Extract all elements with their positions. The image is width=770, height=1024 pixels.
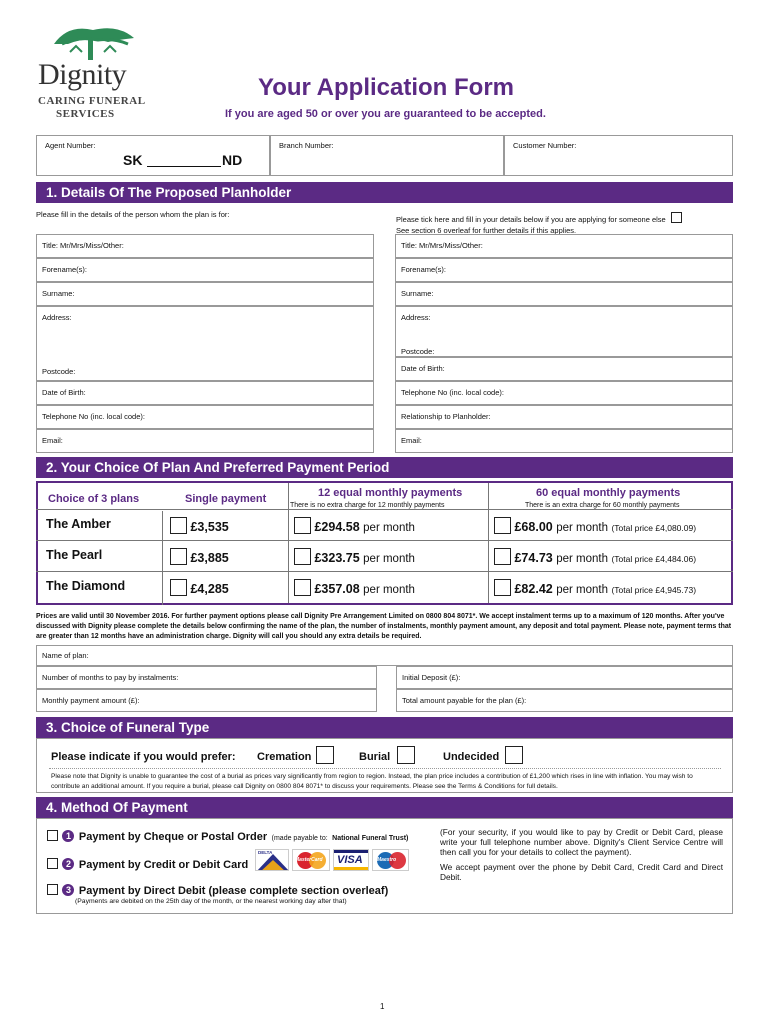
planholder-email-field[interactable]: Email: (36, 429, 374, 453)
diamond-single-checkbox[interactable] (170, 579, 187, 596)
payment-option-cheque: 1 Payment by Cheque or Postal Order (made payable to: National Funeral Trust) (47, 827, 408, 845)
applicant-forename-field[interactable]: Forename(s): (395, 258, 733, 282)
deposit-field[interactable]: Initial Deposit (£): (396, 666, 733, 689)
direct-debit-note: (Payments are debited on the 25th day of the month, or the nearest working day after that) (75, 898, 347, 905)
card-logos (255, 849, 409, 871)
funeral-prompt: Please indicate if you would prefer: (51, 751, 236, 763)
direct-debit-checkbox[interactable] (47, 884, 58, 895)
option-number-1: 1 (62, 830, 74, 842)
option-number-3: 3 (62, 884, 74, 896)
funeral-type-box (36, 738, 733, 793)
pearl-60-price: £74.73 (514, 551, 553, 565)
payment-option-card (47, 855, 248, 873)
page-title: Your Application Form (258, 74, 514, 101)
card-label: Payment by Credit or Debit Card (78, 859, 249, 871)
col-single-header: Single payment (185, 493, 267, 505)
agent-number-label: Agent Number: (45, 141, 96, 150)
branch-number-label: Branch Number: (279, 141, 334, 150)
plan-name: The Amber (46, 517, 111, 531)
planholder-surname-field[interactable]: Surname: (36, 282, 374, 306)
col-60-header: 60 equal monthly payments (536, 487, 681, 499)
pearl-single-checkbox[interactable] (170, 548, 187, 565)
diamond-12-price: £357.08 (314, 582, 360, 596)
delta-card-icon: DELTA (255, 849, 289, 871)
applicant-title-field[interactable]: Title: Mr/Mrs/Miss/Other: (395, 234, 733, 258)
page-subtitle: If you are aged 50 or over you are guaranteed to be accepted. (225, 108, 546, 120)
section-3-header: 3. Choice of Funeral Type (36, 717, 733, 738)
maestro-card-icon: Maestro (372, 849, 409, 871)
planholder-title-field[interactable]: Title: Mr/Mrs/Miss/Other: (36, 234, 374, 258)
agent-number-field[interactable] (36, 135, 270, 176)
accepted-payments-note: We accept payment over the phone by Debit Card, Credit Card and Direct Debit. (440, 862, 723, 882)
customer-number-field[interactable] (504, 135, 733, 176)
total-payable-field[interactable]: Total amount payable for the plan (£): (396, 689, 733, 712)
agent-underline (147, 166, 221, 167)
someone-else-checkbox[interactable] (671, 212, 682, 223)
cheque-label: Payment by Cheque or Postal Order (78, 831, 268, 843)
amber-60-total: (Total price £4,080.09) (611, 523, 697, 533)
logo-tagline-1: CARING FUNERAL (38, 95, 146, 107)
amber-12-price: £294.58 (314, 520, 360, 534)
name-of-plan-field[interactable]: Name of plan: (36, 645, 733, 666)
planholder-dob-field[interactable]: Date of Birth: (36, 381, 374, 405)
section-1-right-intro: Please tick here and fill in your details below if you are applying for someone else See section 6 overleaf for further details if this applies. (396, 212, 736, 236)
planholder-address-field[interactable]: Address: Postcode: (36, 306, 374, 381)
logo (36, 22, 156, 122)
applicant-email-field[interactable]: Email: (395, 429, 733, 453)
section-1-left-intro: Please fill in the details of the person whom the plan is for: (36, 210, 230, 219)
tree-logo-icon (48, 22, 138, 62)
burial-label: Burial (359, 751, 391, 763)
pearl-60-total: (Total price £4,484.06) (611, 554, 697, 564)
pearl-12-price: £323.75 (314, 551, 360, 565)
amber-single-price: £3,535 (190, 520, 229, 534)
cremation-checkbox[interactable] (316, 746, 334, 764)
plan-row-pearl: The Pearl £3,885 £323.75 per month £74.73 per month (Total price £4,484.06) (36, 540, 733, 571)
branch-number-field[interactable] (270, 135, 504, 176)
mastercard-icon: MasterCard (292, 849, 330, 871)
planholder-postcode-label: Postcode: (42, 367, 76, 376)
funeral-note: Please note that Dignity is unable to guarantee the cost of a burial as prices vary significantly from region to region. Instead, the plan price includes a contribution of £1,200 which rises in line with inflation. You may wish to contribute an additional amount. If you require a burial, please call Dignity on 0800 804 8071* to discuss your requirements. Please see the Terms & Conditions for full details. (51, 773, 693, 790)
page-number: 1 (380, 1002, 385, 1011)
agent-prefix: SK (123, 152, 143, 168)
diamond-single-price: £4,285 (190, 582, 229, 596)
cremation-label: Cremation (257, 751, 312, 763)
section-1-header: 1. Details Of The Proposed Planholder (36, 182, 733, 203)
applicant-phone-field[interactable]: Telephone No (inc. local code): (395, 381, 733, 405)
amber-60-price: £68.00 (514, 520, 553, 534)
logo-tagline-2: SERVICES (56, 108, 115, 120)
months-field[interactable]: Number of months to pay by instalments: (36, 666, 377, 689)
plan-name: The Diamond (46, 579, 126, 593)
col-60-subheader: There is an extra charge for 60 monthly payments (525, 502, 680, 509)
section-2-note: Prices are valid until 30 November 2016. For further payment options please call Dignity Pre Arrangement Limited on 0800 804 8071*. We accept instalment terms up to a maximum of 120 months. After you've discussed with Dignity please complete the details below confirming the name of the plan, the number of instalments, monthly payment amount, any deposit and total payment. Please note, payment terms that are greater than 12 months have an administration charge. Dignity will call you should any extra details be required. (36, 613, 732, 640)
planholder-phone-field[interactable]: Telephone No (inc. local code): (36, 405, 374, 429)
col-12-header: 12 equal monthly payments (318, 487, 463, 499)
payment-method-box (36, 818, 733, 914)
undecided-label: Undecided (443, 751, 500, 763)
visa-card-icon: VISA (333, 849, 369, 871)
monthly-amount-field[interactable]: Monthly payment amount (£): (36, 689, 377, 712)
amber-12-checkbox[interactable] (294, 517, 311, 534)
funeral-divider (49, 768, 721, 769)
pearl-12-checkbox[interactable] (294, 548, 311, 565)
planholder-forename-field[interactable]: Forename(s): (36, 258, 374, 282)
diamond-60-price: £82.42 (514, 582, 553, 596)
section-2-header: 2. Your Choice Of Plan And Preferred Payment Period (36, 457, 733, 478)
plan-name: The Pearl (46, 548, 103, 562)
plan-row-diamond: The Diamond £4,285 £357.08 per month £82.42 per month (Total price £4,945.73) (36, 571, 733, 602)
undecided-checkbox[interactable] (505, 746, 523, 764)
diamond-60-checkbox[interactable] (494, 579, 511, 596)
amber-single-checkbox[interactable] (170, 517, 187, 534)
diamond-12-checkbox[interactable] (294, 579, 311, 596)
applicant-address-field[interactable]: Address: Postcode: (395, 306, 733, 357)
card-security-note: (For your security, if you would like to pay by Credit or Debit Card, please write your full telephone number above. Dignity's Client Service Centre will then call you for your details to collect the payment). (440, 827, 723, 857)
col-12-subheader: There is no extra charge for 12 monthly payments (290, 502, 445, 509)
customer-number-label: Customer Number: (513, 141, 577, 150)
col-choice-header: Choice of 3 plans (48, 493, 140, 505)
logo-brand: Dignity (38, 58, 127, 91)
amber-60-checkbox[interactable] (494, 517, 511, 534)
pearl-60-checkbox[interactable] (494, 548, 511, 565)
option-number-2: 2 (62, 858, 74, 870)
section-4-header: 4. Method Of Payment (36, 797, 733, 818)
plan-row-amber: The Amber £3,535 £294.58 per month £68.00 per month (Total price £4,080.09) (36, 509, 733, 540)
applicant-surname-field[interactable]: Surname: (395, 282, 733, 306)
direct-debit-label: Payment by Direct Debit (please complete section overleaf) (78, 885, 389, 897)
agent-suffix: ND (222, 152, 243, 168)
diamond-60-total: (Total price £4,945.73) (611, 585, 697, 595)
payment-option-direct-debit (47, 881, 388, 899)
burial-checkbox[interactable] (397, 746, 415, 764)
card-checkbox[interactable] (47, 858, 58, 869)
applicant-postcode-label: Postcode: (401, 347, 435, 356)
applicant-dob-field[interactable]: Date of Birth: (395, 357, 733, 381)
applicant-relationship-field[interactable]: Relationship to Planholder: (395, 405, 733, 429)
pearl-single-price: £3,885 (190, 551, 229, 565)
cheque-checkbox[interactable] (47, 830, 58, 841)
